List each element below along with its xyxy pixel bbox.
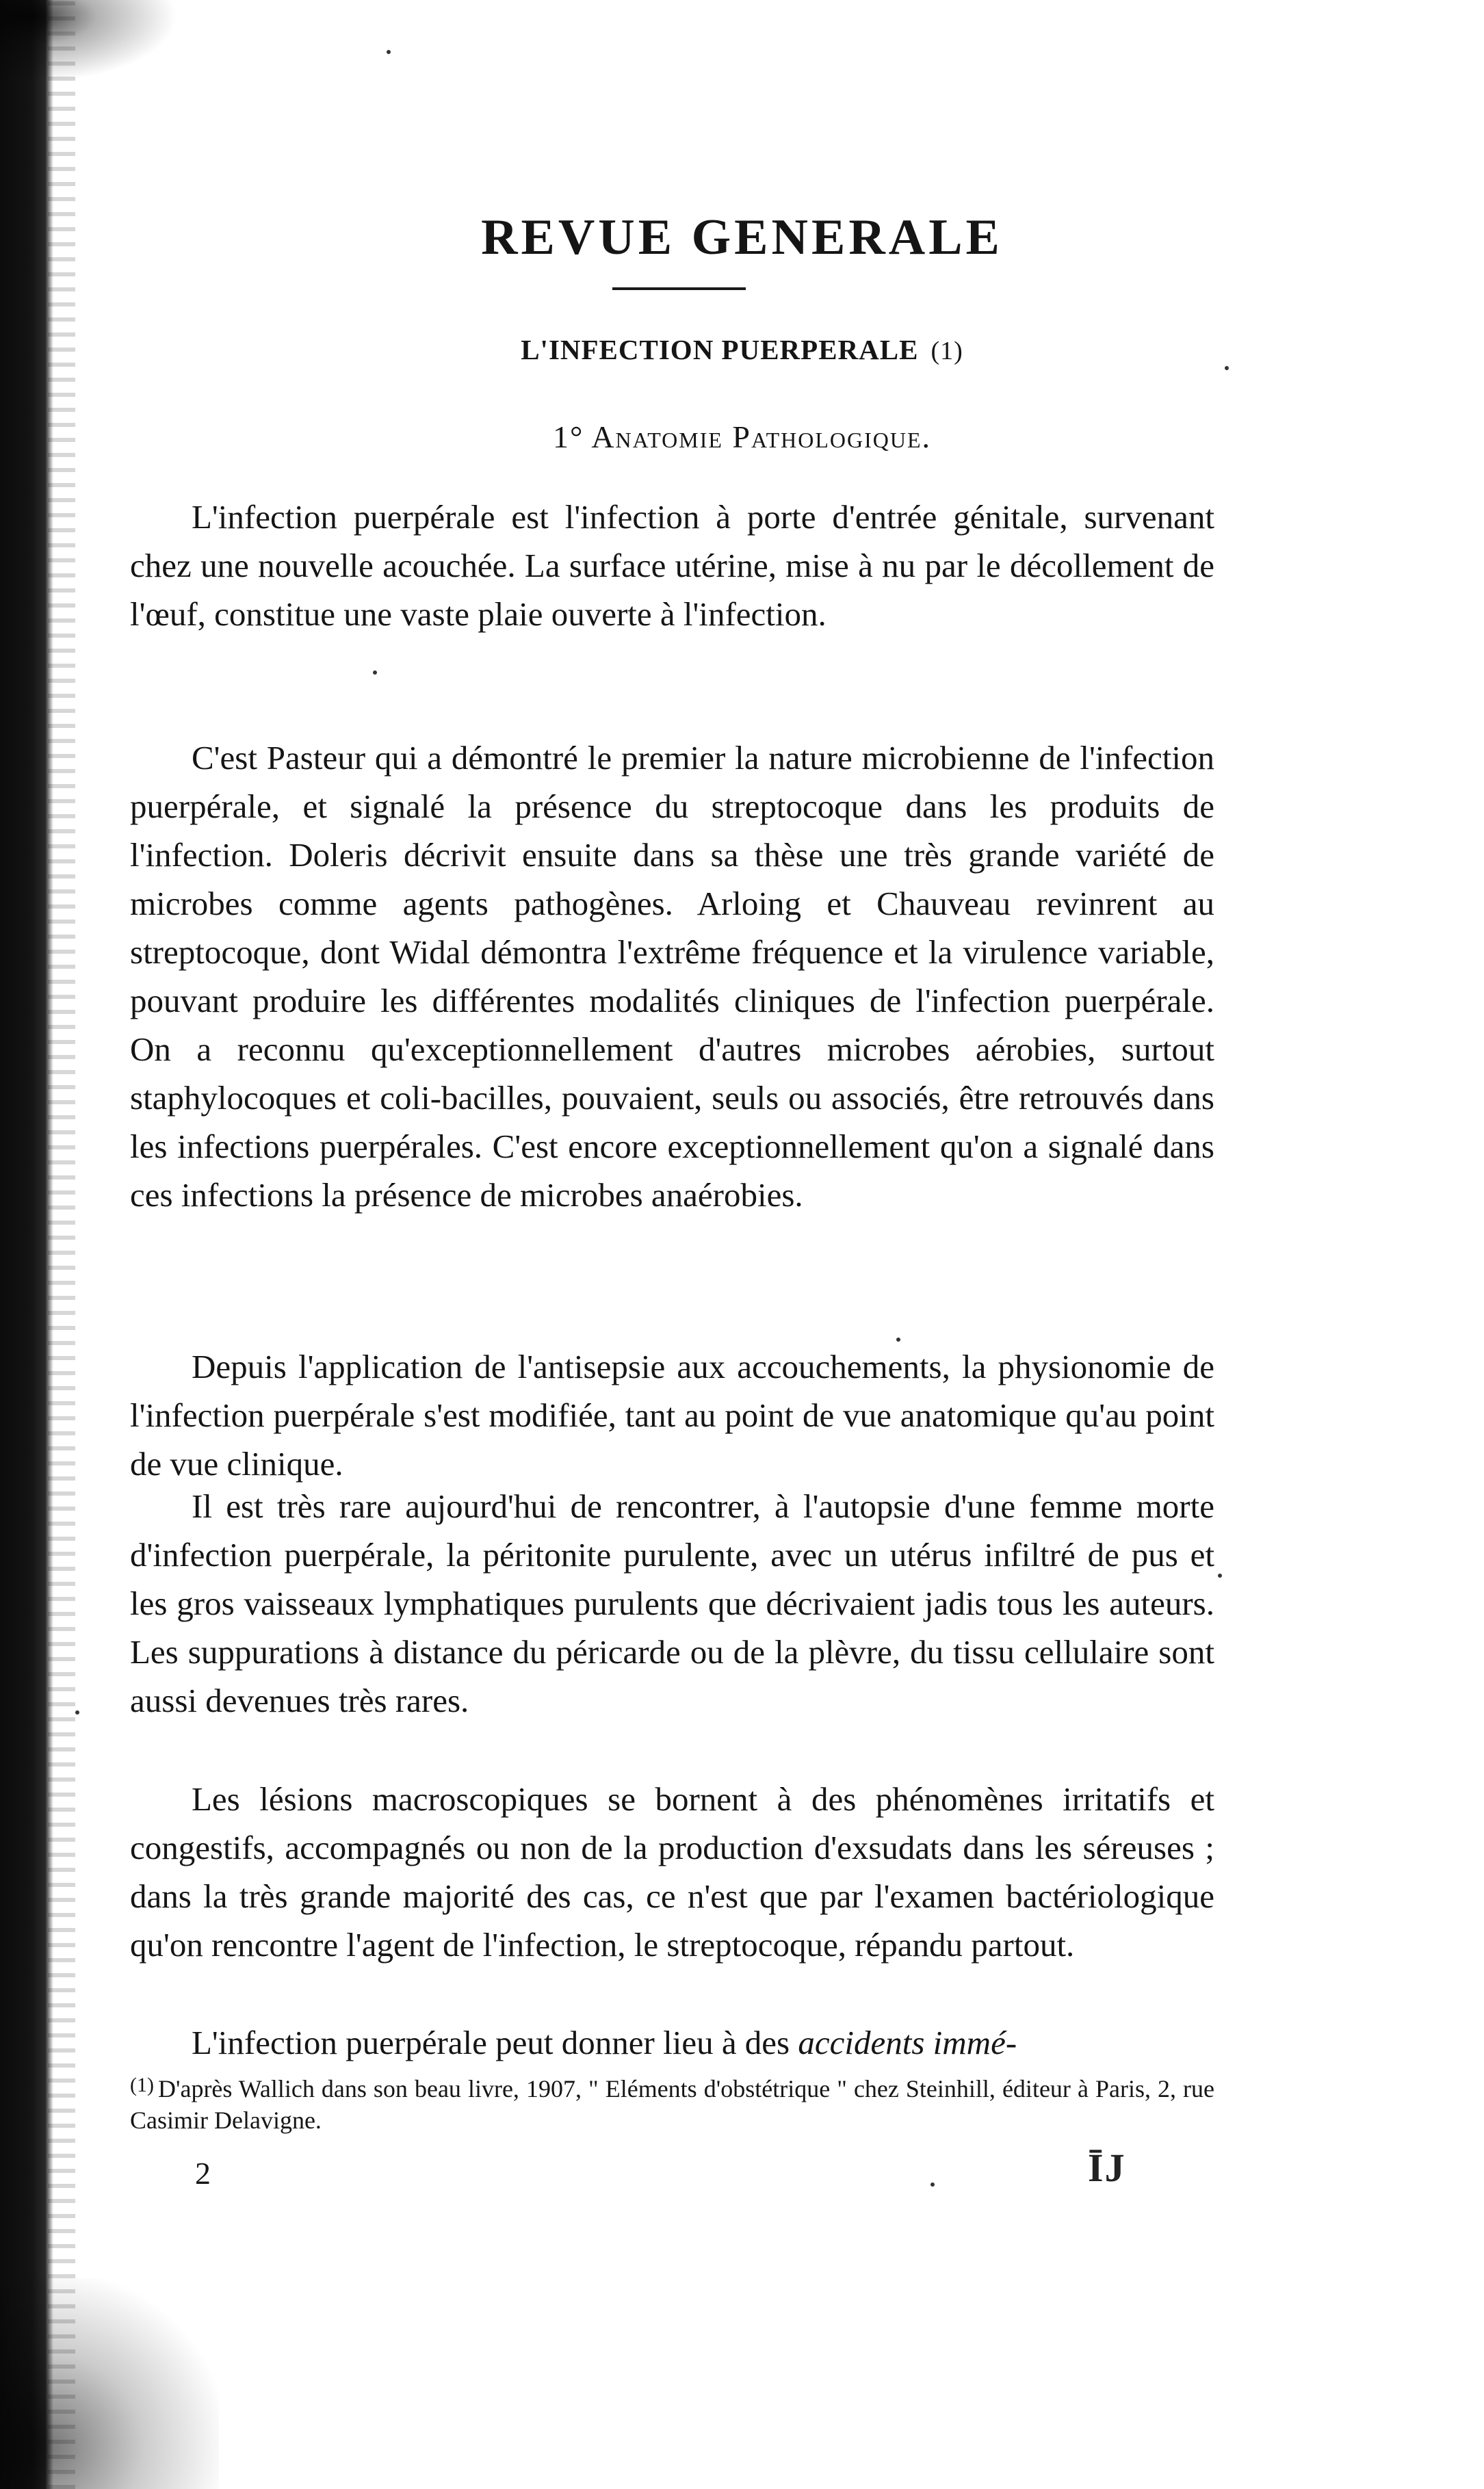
footnote: [130, 2070, 1214, 2136]
binding-shadow: [0, 0, 53, 2489]
paragraph: [130, 1342, 1214, 1488]
margin-dot: [1218, 1574, 1222, 1578]
section-heading-text: L'INFECTION PUERPERALE: [521, 334, 919, 365]
paragraph-text: Depuis l'application de l'antisepsie aux accouchements, la physionomie de l'infection puerpérale s'est modifiée, tant au point de vue anatomique qu'au point de vue clinique.: [130, 1348, 1214, 1483]
paragraph: [130, 493, 1214, 638]
paragraph: [130, 733, 1214, 1219]
section-footnote-ref: (1): [930, 337, 963, 365]
paragraph-text: C'est Pasteur qui a démontré le premier la nature microbienne de l'infection puerpérale, et signalé la présence du streptocoque dans les produits de l'infection. Doleris décrivit ensuite dans sa thèse une très grande variété de microbes comme agents pathogènes. Arloing et Chauveau revinrent au streptocoque, dont Widal démontra l'extrême fréquence et la virulence variable, pouvant produire les différentes modalités cliniques de l'infection puerpérale. On a reconnu qu'exceptionnellement d'autres microbes aérobies, surtout staphylocoques et coli-bacilles, pouvaient, seuls ou associés, être retrouvés dans les infections puerpérales. C'est encore exceptionnellement qu'on a signalé dans ces infections la présence de microbes anaérobies.: [130, 739, 1214, 1214]
margin-dot: [373, 670, 377, 675]
margin-dot: [387, 50, 391, 54]
paragraph-text: L'infection puerpérale est l'infection à porte d'entrée génitale, survenant chez une nouvelle acouchée. La surface utérine, mise à nu par le décollement de l'œuf, constitue une vaste plaie ouverte à l'infection.: [130, 498, 1214, 633]
footnote-text: D'après Wallich dans son beau livre, 1907, " Eléments d'obstétrique " chez Steinhill, éditeur à Paris, 2, rue Casimir Delavigne.: [130, 2075, 1214, 2134]
paragraph: [130, 2018, 1214, 2067]
page-number: 2: [195, 2156, 211, 2191]
paragraph-text-italic: accidents immé-: [798, 2024, 1017, 2061]
title-rule: [612, 287, 746, 290]
footnote-mark: (1): [130, 2074, 154, 2096]
margin-dot: [75, 1710, 79, 1715]
paragraph: [130, 1482, 1214, 1725]
scan-speck-top: [0, 0, 178, 82]
section-heading: [0, 333, 1484, 366]
scan-speck-bottom: [0, 2278, 219, 2489]
margin-dot: [896, 1338, 900, 1342]
subsection-heading: 1° Anatomie Pathologique.: [552, 419, 932, 454]
paragraph-text: Il est très rare aujourd'hui de rencontrer, à l'autopsie d'une femme morte d'infection puerpérale, la péritonite purulente, avec un utérus infiltré de pus et les gros vaisseaux lymphatiques purulents que décrivaient jadis tous les auteurs. Les suppurations à distance du péricarde ou de la plèvre, du tissu cellulaire sont aussi devenues très rares.: [130, 1487, 1214, 1719]
margin-dot: [1225, 366, 1229, 370]
printer-signature-mark: ĪJ: [1088, 2146, 1126, 2190]
binding-grain: [48, 0, 75, 2489]
margin-dot: [930, 2182, 935, 2187]
page-title: REVUE GENERALE: [481, 209, 1003, 265]
paragraph-text: Les lésions macroscopiques se bornent à des phénomènes irritatifs et congestifs, accompagnés ou non de la production d'exsudats dans les séreuses ; dans la très grande majorité des cas, ce n'est que par l'examen bactériologique qu'on rencontre l'agent de l'infection, le streptocoque, répandu partout.: [130, 1780, 1214, 1964]
paragraph-text-start: L'infection puerpérale peut donner lieu à des: [192, 2024, 790, 2061]
paragraph-text: [130, 2018, 1214, 2067]
paragraph: [130, 1775, 1214, 1969]
